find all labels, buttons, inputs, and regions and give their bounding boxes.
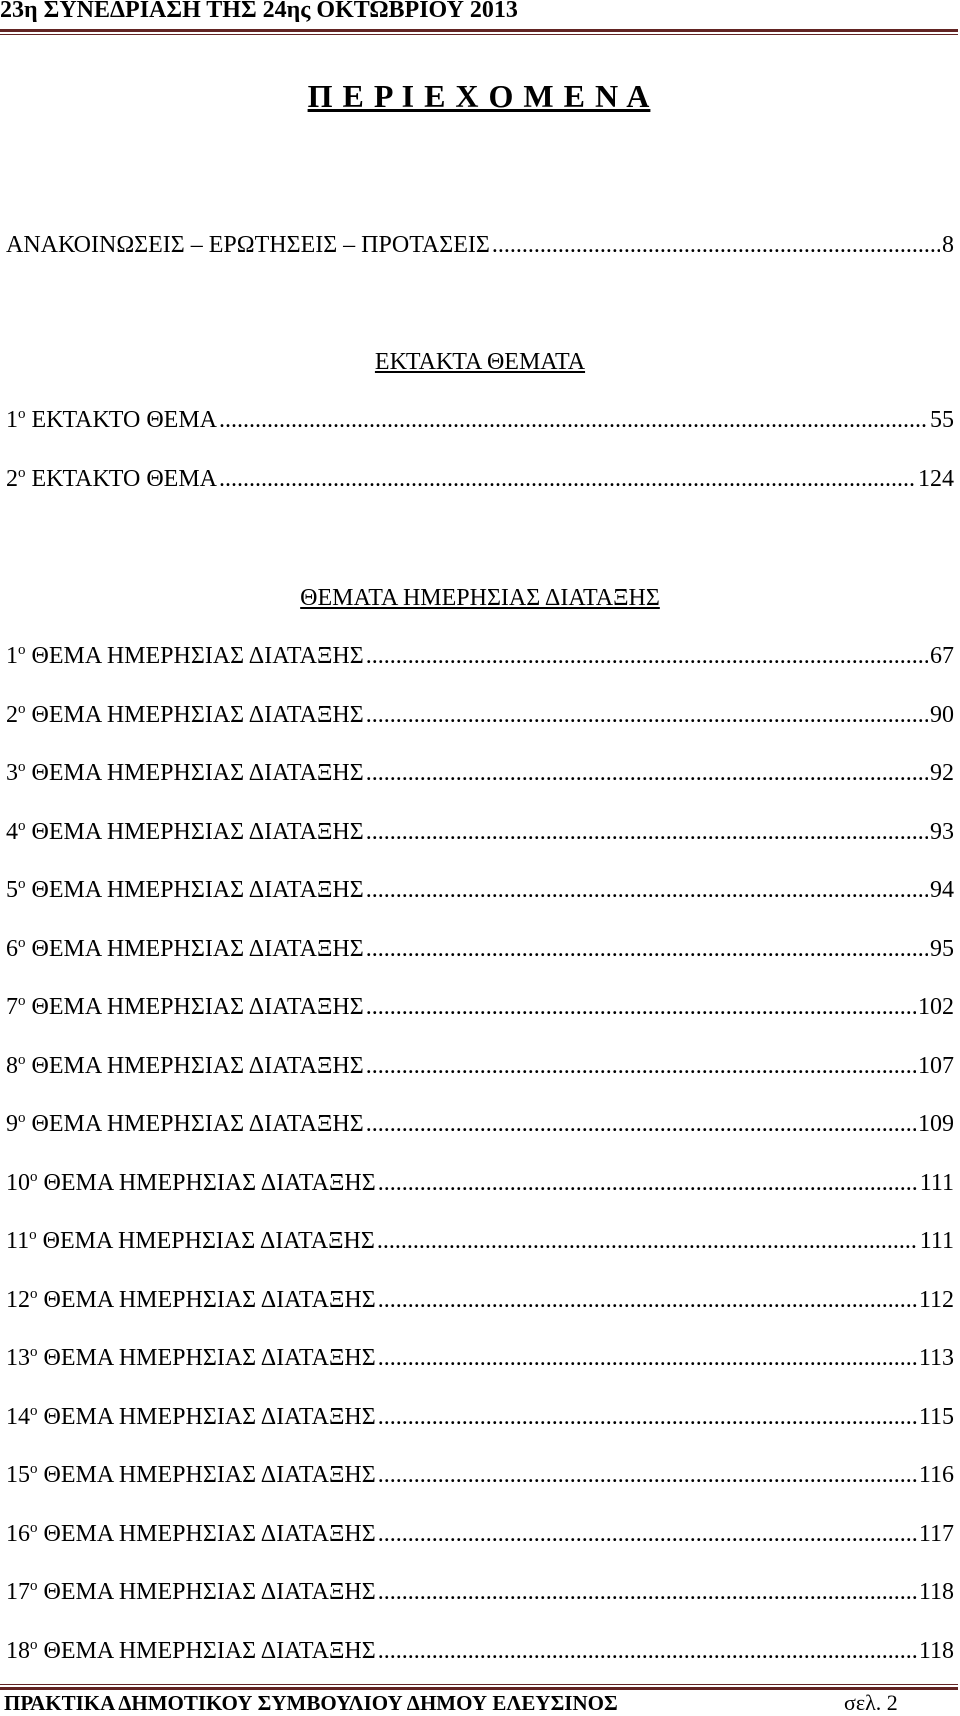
toc-entry-label	[6, 989, 364, 1025]
entry-number: 6	[6, 935, 18, 962]
toc-entry-label	[6, 1223, 375, 1259]
toc-leader-dots	[492, 227, 940, 263]
toc-entry-label	[6, 461, 217, 497]
entry-text: ΘΕΜΑ ΗΜΕΡΗΣΙΑΣ ΔΙΑΤΑΞΗΣ	[43, 1345, 376, 1371]
entry-number: 5	[6, 877, 18, 903]
footer-title: ΠΡΑΚΤΙΚΑ ΔΗΜΟΤΙΚΟΥ ΣΥΜΒΟΥΛΙΟΥ ΔΗΜΟΥ ΕΛΕΥΣΙΝΟΣ	[4, 1691, 618, 1715]
extraordinary-heading: ΕΚΤΑΚΤΑ ΘΕΜΑΤΑ	[374, 349, 586, 375]
agenda-entry-13[interactable]	[6, 1340, 954, 1376]
entry-text: ΘΕΜΑ ΗΜΕΡΗΣΙΑΣ ΔΙΑΤΑΞΗΣ	[31, 1111, 364, 1137]
footer-page-number: σελ. 2	[844, 1690, 898, 1715]
toc-entry-label	[6, 1165, 376, 1201]
entry-text: ΘΕΜΑ ΗΜΕΡΗΣΙΑΣ ΔΙΑΤΑΞΗΣ	[31, 643, 364, 669]
entry-text: ΘΕΜΑ ΗΜΕΡΗΣΙΑΣ ΔΙΑΤΑΞΗΣ	[31, 701, 364, 728]
entry-text: ΘΕΜΑ ΗΜΕΡΗΣΙΑΣ ΔΙΑΤΑΞΗΣ	[31, 994, 364, 1020]
entry-text: ΘΕΜΑ ΗΜΕΡΗΣΙΑΣ ΔΙΑΤΑΞΗΣ	[42, 1228, 375, 1254]
agenda-entry-3[interactable]	[6, 755, 954, 791]
entry-text: ΘΕΜΑ ΗΜΕΡΗΣΙΑΣ ΔΙΑΤΑΞΗΣ	[43, 1286, 376, 1313]
entry-number: 14	[6, 1403, 30, 1430]
entry-number: 15	[6, 1462, 30, 1488]
agenda-entry-4[interactable]	[6, 814, 954, 850]
agenda-entry-9[interactable]	[6, 1106, 954, 1142]
agenda-entry-5[interactable]	[6, 872, 954, 908]
toc-entry-label	[6, 814, 364, 850]
toc-page-number: 112	[918, 1286, 954, 1313]
toc-entry-label	[6, 1633, 376, 1669]
agenda-entry-1[interactable]	[6, 638, 954, 674]
toc-entry-label	[6, 1457, 376, 1493]
entry-text: ΘΕΜΑ ΗΜΕΡΗΣΙΑΣ ΔΙΑΤΑΞΗΣ	[31, 935, 364, 962]
header-title: 23η ΣΥΝΕΔΡΙΑΣΗ ΤΗΣ 24ης ΟΚΤΩΒΡΙΟΥ 2013	[0, 0, 518, 23]
toc-leader-dots	[366, 697, 928, 733]
entry-text: ΘΕΜΑ ΗΜΕΡΗΣΙΑΣ ΔΙΑΤΑΞΗΣ	[43, 1637, 376, 1664]
entry-number: 7	[6, 994, 18, 1020]
agenda-entry-6[interactable]	[6, 931, 954, 967]
agenda-entry-16[interactable]	[6, 1516, 954, 1552]
toc-page-number: 118	[918, 1637, 954, 1664]
agenda-entry-2[interactable]	[6, 697, 954, 733]
ordinal-suffix: ο	[30, 1285, 38, 1302]
toc-entry-label	[6, 1048, 364, 1084]
toc-leader-dots	[378, 1282, 917, 1318]
entry-text: ΕΚΤΑΚΤΟ ΘΕΜΑ	[31, 465, 218, 492]
entry-text: ΘΕΜΑ ΗΜΕΡΗΣΙΑΣ ΔΙΑΤΑΞΗΣ	[31, 760, 364, 786]
toc-page-number: 113	[918, 1345, 954, 1371]
toc-leader-dots	[366, 814, 928, 850]
entry-number: 4	[6, 818, 18, 845]
toc-page-number: 92	[930, 760, 954, 786]
toc-entry-label	[6, 1516, 376, 1552]
toc-page-number: 109	[918, 1111, 954, 1137]
entry-number: 8	[6, 1052, 18, 1079]
toc-entry-label	[6, 755, 364, 791]
entry-number: 11	[6, 1228, 30, 1254]
toc-leader-dots	[378, 1633, 917, 1669]
toc-page-number: 8	[942, 232, 954, 258]
extraordinary-entry-1[interactable]	[6, 402, 954, 438]
ordinal-suffix: ο	[30, 1519, 38, 1536]
toc-leader-dots	[366, 1106, 916, 1142]
toc-page-number: 111	[919, 1228, 954, 1254]
toc-entry-label	[6, 1399, 376, 1435]
toc-leader-dots	[378, 1457, 917, 1493]
toc-leader-dots	[366, 755, 928, 791]
header-rule	[0, 29, 958, 35]
entry-text: ΘΕΜΑ ΗΜΕΡΗΣΙΑΣ ΔΙΑΤΑΞΗΣ	[43, 1520, 376, 1547]
toc-entry-label: ΑΝΑΚΟΙΝΩΣΕΙΣ – ΕΡΩΤΗΣΕΙΣ – ΠΡΟΤΑΣΕΙΣ	[6, 232, 490, 258]
toc-entry-label	[6, 402, 217, 438]
entry-number: 17	[6, 1579, 30, 1605]
toc-leader-dots	[366, 638, 928, 674]
ordinal-suffix: ο	[18, 406, 26, 422]
toc-leader-dots	[378, 1516, 917, 1552]
toc-page-number: 90	[930, 701, 954, 728]
toc-page-number: 107	[918, 1052, 954, 1079]
agenda-entry-11[interactable]	[6, 1223, 954, 1259]
toc-leader-dots	[366, 931, 928, 967]
toc-page-number: 116	[918, 1462, 954, 1488]
agenda-entry-8[interactable]	[6, 1048, 954, 1084]
ordinal-suffix: ο	[30, 1636, 38, 1653]
toc-leader-dots	[366, 872, 928, 908]
ordinal-suffix: ο	[18, 934, 26, 951]
toc-page-number: 93	[930, 818, 954, 845]
ordinal-suffix: ο	[29, 1227, 37, 1243]
ordinal-suffix: ο	[30, 1578, 38, 1594]
entry-number: 16	[6, 1520, 30, 1547]
entry-number: 13	[6, 1345, 30, 1371]
ordinal-suffix: ο	[18, 759, 26, 775]
toc-entry-label	[6, 638, 364, 674]
ordinal-suffix: ο	[30, 1461, 38, 1477]
contents-title: Π Ε Ρ Ι Ε Χ Ο Μ Ε Ν Α	[307, 78, 651, 114]
entry-number: 10	[6, 1169, 30, 1196]
toc-entry-label	[6, 872, 364, 908]
toc-leader-dots	[378, 1165, 918, 1201]
ordinal-suffix: ο	[18, 876, 26, 892]
toc-leader-dots	[377, 1223, 918, 1259]
toc-leader-dots	[378, 1340, 917, 1376]
extraordinary-entry-2[interactable]	[6, 461, 954, 497]
entry-text: ΘΕΜΑ ΗΜΕΡΗΣΙΑΣ ΔΙΑΤΑΞΗΣ	[43, 1462, 376, 1488]
toc-page-number: 67	[930, 643, 954, 669]
entry-number: 18	[6, 1637, 30, 1664]
agenda-entry-18[interactable]	[6, 1633, 954, 1669]
entry-number: 2	[6, 701, 18, 728]
agenda-entry-10[interactable]	[6, 1165, 954, 1201]
toc-entry-label	[6, 931, 364, 967]
toc-entry-label	[6, 1282, 376, 1318]
toc-leader-dots	[378, 1399, 917, 1435]
toc-page-number: 115	[918, 1403, 954, 1430]
ordinal-suffix: ο	[18, 700, 26, 717]
ordinal-suffix: ο	[30, 1168, 38, 1185]
entry-number: 1	[6, 407, 18, 433]
agenda-heading: ΘΕΜΑΤΑ ΗΜΕΡΗΣΙΑΣ ΔΙΑΤΑΞΗΣ	[300, 585, 660, 611]
toc-page-number: 117	[918, 1520, 954, 1547]
entry-number: 3	[6, 760, 18, 786]
ordinal-suffix: ο	[18, 993, 26, 1009]
toc-entry-label	[6, 1106, 364, 1142]
entry-text: ΘΕΜΑ ΗΜΕΡΗΣΙΑΣ ΔΙΑΤΑΞΗΣ	[31, 877, 364, 903]
entry-text: ΕΚΤΑΚΤΟ ΘΕΜΑ	[31, 407, 218, 433]
entry-text: ΘΕΜΑ ΗΜΕΡΗΣΙΑΣ ΔΙΑΤΑΞΗΣ	[43, 1169, 376, 1196]
toc-leader-dots	[219, 461, 916, 497]
toc-leader-dots	[378, 1574, 917, 1610]
ordinal-suffix: ο	[18, 817, 26, 834]
toc-entry-label	[6, 1340, 376, 1376]
toc-entry-label	[6, 697, 364, 733]
ordinal-suffix: ο	[30, 1402, 38, 1419]
entry-text: ΘΕΜΑ ΗΜΕΡΗΣΙΑΣ ΔΙΑΤΑΞΗΣ	[43, 1579, 376, 1605]
toc-page-number: 111	[919, 1169, 954, 1196]
toc-leader-dots	[366, 1048, 916, 1084]
ordinal-suffix: ο	[18, 1110, 26, 1126]
entry-text: ΘΕΜΑ ΗΜΕΡΗΣΙΑΣ ΔΙΑΤΑΞΗΣ	[43, 1403, 376, 1430]
toc-page-number: 94	[930, 877, 954, 903]
agenda-entry-17[interactable]	[6, 1574, 954, 1610]
agenda-entry-12[interactable]	[6, 1282, 954, 1318]
toc-page-number: 102	[918, 994, 954, 1020]
agenda-entry-14[interactable]	[6, 1399, 954, 1435]
agenda-entry-15[interactable]	[6, 1457, 954, 1493]
entry-text: ΘΕΜΑ ΗΜΕΡΗΣΙΑΣ ΔΙΑΤΑΞΗΣ	[31, 818, 364, 845]
entry-number: 12	[6, 1286, 30, 1313]
entry-number: 9	[6, 1111, 18, 1137]
ordinal-suffix: ο	[18, 642, 26, 658]
toc-page-number: 95	[930, 935, 954, 962]
entry-number: 1	[6, 643, 18, 669]
toc-page-number: 118	[918, 1579, 954, 1605]
toc-leader-dots	[366, 989, 916, 1025]
toc-leader-dots	[219, 402, 928, 438]
ordinal-suffix: ο	[30, 1344, 38, 1360]
agenda-entry-7[interactable]	[6, 989, 954, 1025]
toc-page-number: 55	[930, 407, 954, 433]
ordinal-suffix: ο	[18, 1051, 26, 1068]
toc-entry-label	[6, 1574, 376, 1610]
ordinal-suffix: ο	[18, 464, 26, 481]
toc-entry-announcements[interactable]	[6, 227, 954, 263]
entry-text: ΘΕΜΑ ΗΜΕΡΗΣΙΑΣ ΔΙΑΤΑΞΗΣ	[31, 1052, 364, 1079]
entry-number: 2	[6, 465, 18, 492]
toc-page-number: 124	[918, 465, 954, 492]
